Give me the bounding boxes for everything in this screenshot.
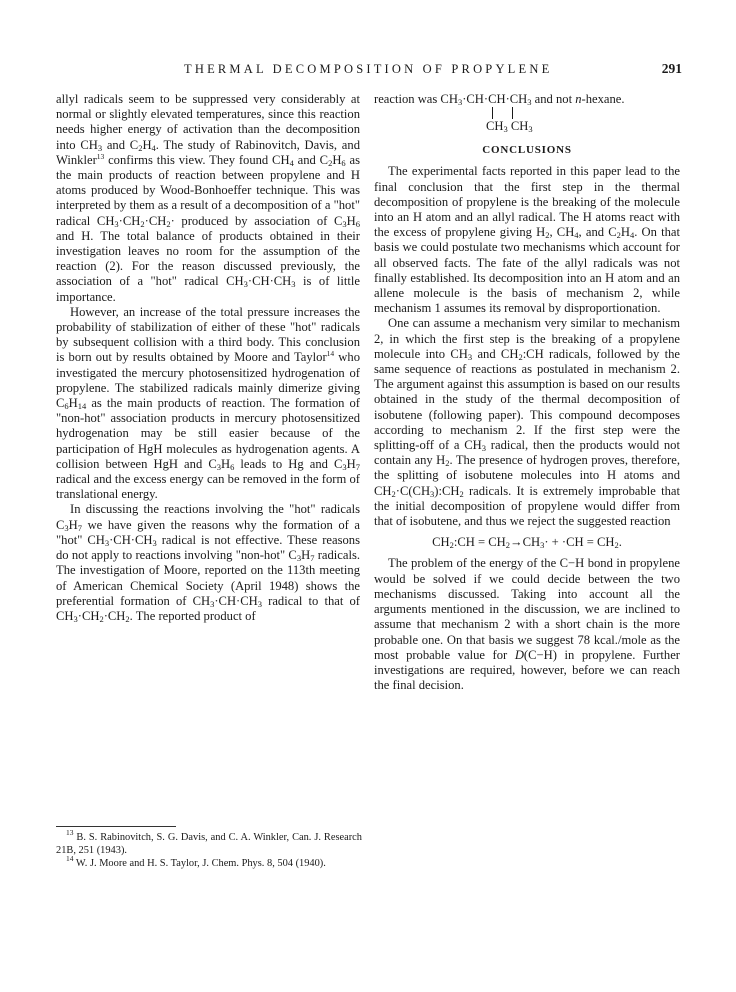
bond-lines xyxy=(492,107,518,119)
paragraph: reaction was $CH_3\cdot CH\cdot CH\cdot CH_3$ and not n-hexane. xyxy=(374,92,625,107)
paragraph: The experimental facts reported in this paper lead to the final conclusion that the first step in the thermal decomposition of propylene is the breaking of the molecule into an H atom and an allyl radical. The H atoms react with the excess of propylene giving $H_2$, $CH_4$, and $C_2H_4$. On that basis we could postulate two mechanisms which account for all observed facts. The fate of the allyl radicals was not finally established. Its decomposition into an H atom and an allene molecule is the basis of mechanism 2, while mechanism 1 assumes its removal by disproportionation. xyxy=(374,164,680,316)
footnote-ref: 13 xyxy=(96,151,105,161)
paragraph: However, an increase of the total pressure increases the probability of stabilization of either of these "hot" radicals by subsequent collision with a third body. This conclusion is born out by results obtained by Moore and Taylor$^{14}$ who investigated the mercury photosensitized hydrogenation of propylene. The stabilized radicals mainly dimerize giving $C_6H_{14}$ as the main products of reaction. The formation of "non-hot" association products in mercury photosensitized hydrogenation may be still easier because of the participation of HgH molecules as hydrogenation agents. A collision between HgH and $C_3H_6$ leads to Hg and $C_3H_7$ radical and the excess energy can be removed in the form of translational energy. xyxy=(56,304,361,502)
right-column xyxy=(374,92,680,693)
footnote-13: $^{13}$ B. S. Rabinovitch, S. G. Davis, and C. A. Winkler, Can. J. Research 21B, 251 (1943). xyxy=(56,828,362,856)
footnote-ref: 14 xyxy=(326,349,335,359)
paragraph: allyl radicals seem to be suppressed very considerably at normal or slightly elevated temperatures, since this reaction needs higher energy of activation than the decomposition into $CH_3$ and $C_2H_4$. The study of Rabinovitch, Davis, and Winkler$^{13}$ confirms this view. They found $CH_4$ and $C_2H_6$ as the main products of reaction between propylene and H atoms produced by Wood-Bonhoeffer technique. This was interpreted by them as a result of a decomposition of a "hot" radical $CH_3\cdot CH_2\cdot CH_2\cdot$ produced by association of $C_3H_6$ and H. The total balance of products obtained in their investigation leaves no room for the assumption of the reaction (2). For the reason discussed previously, the association of a "hot" radical $CH_3\cdot CH\cdot CH_3$ is of little importance. xyxy=(56,92,360,304)
running-title: THERMAL DECOMPOSITION OF PROPYLENE xyxy=(184,62,553,76)
methyl-groups: $CH_3$ $CH_3$ xyxy=(486,119,533,135)
footnotes xyxy=(56,828,362,872)
left-column xyxy=(56,92,360,624)
footnote-divider xyxy=(56,826,176,827)
running-header xyxy=(56,62,684,82)
section-heading: CONCLUSIONS xyxy=(482,144,572,157)
paragraph: One can assume a mechanism very similar to mechanism 2, in which the first step is the breaking of a propylene molecule into $CH_3$ and $CH_2:CH$ radicals, followed by the same sequence of reactions as postulated in mechanism 2. The argument against this assumption is based on our results obtained in the study of the thermal decomposition of isobutene (following paper). This compound decomposes according to mechanism 2. If the first step were the splitting-off of a $CH_3$ radical, then the products would not contain any $H_2$. The presence of hydrogen proves, therefore, the splitting of isobutene molecules into H atoms and $CH_2\cdot C(CH_3):CH_2$ radicals. It is extremely improbable that the initial decomposition of propylene would differ from that of isobutene, and thus we reject the suggested reaction xyxy=(374,316,680,529)
paragraph: The problem of the energy of the C−H bond in propylene would be solved if we could decide between the two mechanisms discussed. Taking into account all the arguments mentioned in the discussion, we are inclined to assume that mechanism 2 with a short chain is the more probable one. On that basis we suggest 78 kcal./mole as the most probable value for D(C−H) in propylene. Further investigations are required, however, before we can reach the final decision. xyxy=(374,556,680,693)
page-number: 291 xyxy=(661,61,682,76)
paragraph: In discussing the reactions involving the "hot" radicals $C_3H_7$ we have given the reasons why the formation of a "hot" $CH_3\cdot CH\cdot CH_3$ radical is not effective. These reasons do not apply to reactions involving "non-hot" $C_3H_7$ radicals. The investigation of Moore, reported on the 113th meeting of American Chemical Society (April 1948) shows the preferential formation of $CH_3\cdot CH\cdot CH_3$ radical to that of $CH_3\cdot CH_2\cdot CH_2$. The reported product of xyxy=(56,502,360,624)
reaction-equation: $CH_2:CH = CH_2\to CH_3\cdot + \cdot CH = CH_2$. xyxy=(432,535,622,551)
structural-formula-branch xyxy=(486,107,680,135)
footnote-14: $^{14}$ W. J. Moore and H. S. Taylor, J. Chem. Phys. 8, 504 (1940). xyxy=(66,854,326,870)
